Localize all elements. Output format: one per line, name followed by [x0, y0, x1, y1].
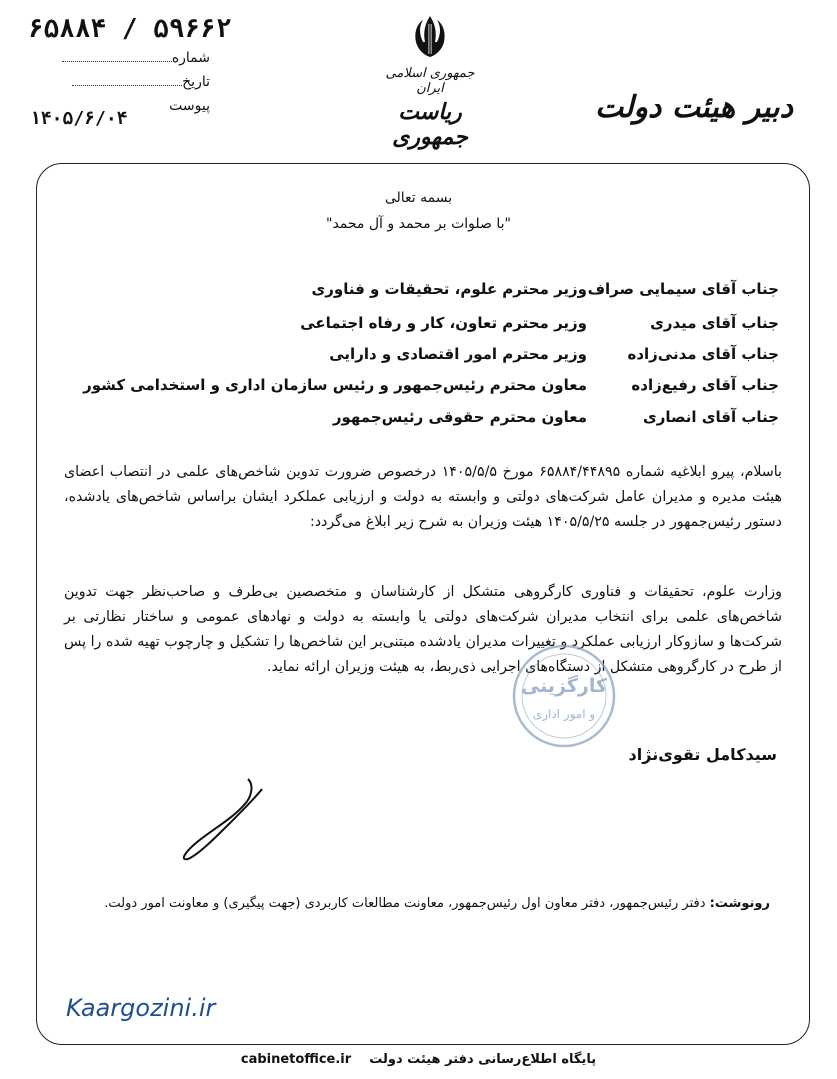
stamp-seal	[508, 640, 620, 752]
footer-text: پایگاه اطلاع‌رسانی دفتر هیئت دولت	[369, 1052, 597, 1067]
basmala: بسمه تعالی	[384, 190, 453, 206]
recipient-title: وزیر محترم تعاون، کار و رفاه اجتماعی	[300, 314, 587, 332]
cc-recipients: دفتر رئیس‌جمهور، دفتر معاون اول رئیس‌جمهور، معاونت مطالعات کاربردی (جهت پیگیری) و معاونت امور دولت.	[104, 896, 710, 911]
recipient-name: جناب آقای مدنی‌زاده	[627, 345, 779, 363]
stamp-line-2: و امور اداری	[532, 707, 596, 721]
recipient-title: معاون محترم حقوقی رئیس‌جمهور	[332, 408, 587, 426]
signer-name: سیدکامل تقوی‌نژاد	[628, 745, 777, 764]
recipient-name: جناب آقای انصاری	[643, 408, 779, 426]
body-paragraph-1: باسلام، پیرو ابلاغیه شماره ۶۵۸۸۴/۴۴۸۹۵ مورخ ۱۴۰۵/۵/۵ درخصوص ضرورت تدوین شاخص‌های علمی در انتصاب اعضای هیئت مدیره و مدیران عامل شرکت‌های دولتی و وابسته به دولت و ارزیابی عملکرد ایشان براساس شاخص‌های یادشده، دستور رئیس‌جمهور در جلسه ۱۴۰۵/۵/۲۵ هیئت وزیران به شرح زیر ابلاغ می‌گردد:	[64, 464, 782, 530]
stamp-line-1: کارگزینی	[520, 675, 608, 697]
attachment-label: پیوست	[169, 98, 210, 114]
salawat: "با صلوات بر محمد و آل محمد"	[326, 216, 511, 232]
cc-label: رونوشت:	[709, 896, 770, 911]
date-label: تاریخ	[182, 74, 210, 90]
watermark-site: Kaargozini.ir	[66, 994, 216, 1022]
date-field	[30, 74, 210, 90]
secretariat-title: دبیر هیئت دولت	[594, 90, 793, 125]
recipient-name: جناب آقای سیمایی صراف	[587, 280, 779, 298]
recipient-name: جناب آقای رفیع‌زاده	[631, 376, 779, 394]
emblem-caption: جمهوری اسلامی ایران	[385, 66, 475, 96]
footer	[0, 1052, 837, 1067]
recipient-title: وزیر محترم امور اقتصادی و دارایی	[329, 345, 587, 363]
recipient-title: وزیر محترم علوم، تحقیقات و فناوری	[311, 280, 587, 298]
presidency-title: ریاست جمهوری	[392, 100, 468, 150]
iran-emblem-icon	[407, 12, 453, 62]
number-field	[30, 50, 210, 66]
carbon-copy	[64, 896, 770, 911]
footer-site: cabinetoffice.ir	[240, 1052, 352, 1067]
attachment-field	[150, 98, 210, 114]
handwritten-letter-number: ۶۵۸۸۴ / ۵۹۶۶۲	[28, 14, 232, 44]
recipient-name: جناب آقای میدری	[650, 314, 779, 332]
body-paragraph-2: وزارت علوم، تحقیقات و فناوری کارگروهی متشکل از کارشناسان و متخصصین بی‌طرف و صاحب‌نظر جهت تدوین شاخص‌های علمی برای انتخاب مدیران شرکت‌های دولتی یا وابسته به دولت و نهادهای عمومی و ساختار نظارتی بر شرکت‌ها و سازوکار ارزیابی عملکرد و تغییرات مدیران یادشده مبتنی‌بر این شاخص‌ها را تشکیل و چارچوب تهیه شده را پس از طرح در کارگروهی متشکل از دستگاه‌های اجرایی ذی‌ربط، به هیئت وزیران ارائه نماید.	[64, 584, 782, 675]
letterhead	[380, 12, 480, 150]
signature-drawing	[170, 775, 280, 865]
handwritten-date: ۱۴۰۵/۶/۰۴	[30, 108, 128, 129]
recipient-title: معاون محترم رئیس‌جمهور و رئیس سازمان اداری و استخدامی کشور	[83, 376, 587, 394]
number-label: شماره	[171, 50, 210, 66]
